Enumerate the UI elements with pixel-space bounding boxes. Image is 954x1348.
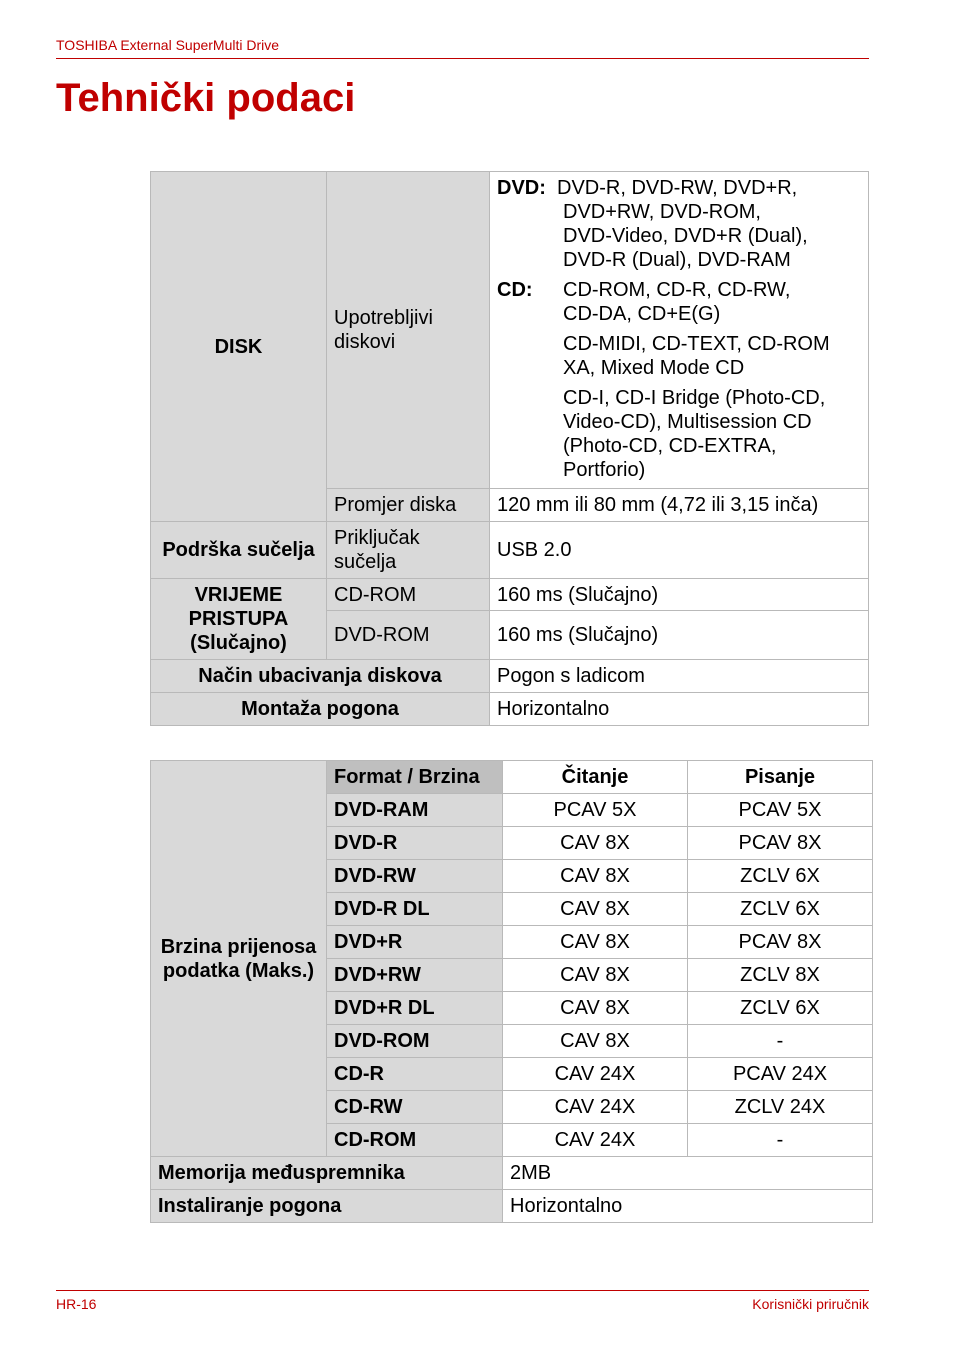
dvd-values: DVD-R, DVD-RW, DVD+R, DVD+RW, DVD-ROM, DVD-Video, DVD+R (Dual), DVD-R (Dual), DVD-RAM: [557, 177, 808, 271]
access-media-dvdrom: DVD-ROM: [327, 611, 490, 660]
diameter-value: 120 mm ili 80 mm (4,72 ili 3,15 inča): [490, 489, 869, 522]
dvd-formats: [497, 176, 861, 272]
diameter-label: Promjer diska: [327, 489, 490, 522]
speed-format: CD-RW: [327, 1091, 503, 1124]
speed-write: PCAV 5X: [688, 794, 873, 827]
dvd-label: DVD:: [497, 177, 546, 199]
connector-value: USB 2.0: [490, 522, 869, 579]
access-value-dvdrom: 160 ms (Slučajno): [490, 611, 869, 660]
speed-write: ZCLV 6X: [688, 860, 873, 893]
header-divider: [56, 58, 869, 59]
speed-read: CAV 8X: [503, 1025, 688, 1058]
install-value: Horizontalno: [503, 1190, 873, 1223]
page-title: Tehnički podaci: [56, 76, 356, 120]
speed-read: CAV 24X: [503, 1124, 688, 1157]
speed-format: CD-R: [327, 1058, 503, 1091]
interface-label: Podrška sučelja: [151, 522, 327, 579]
usable-discs-label: Upotrebljivi diskovi: [327, 172, 490, 489]
speed-write: ZCLV 6X: [688, 893, 873, 926]
speed-format: DVD+R: [327, 926, 503, 959]
header-write: Pisanje: [688, 761, 873, 794]
transfer-rate-label: Brzina prijenosa podatka (Maks.): [151, 761, 327, 1157]
footer-manual-title: Korisnički priručnik: [752, 1296, 869, 1312]
speed-read: CAV 24X: [503, 1058, 688, 1091]
speed-write: PCAV 8X: [688, 926, 873, 959]
speed-format: DVD-R DL: [327, 893, 503, 926]
speed-format: DVD-RW: [327, 860, 503, 893]
speed-write: PCAV 8X: [688, 827, 873, 860]
running-header: TOSHIBA External SuperMulti Drive: [56, 37, 280, 53]
speed-format: DVD-R: [327, 827, 503, 860]
speed-format: DVD+R DL: [327, 992, 503, 1025]
connector-label: Priključak sučelja: [327, 522, 490, 579]
loading-label: Način ubacivanja diskova: [151, 660, 490, 693]
speed-read: CAV 8X: [503, 926, 688, 959]
cd-group-3: CD-I, CD-I Bridge (Photo-CD, Video-CD), Multisession CD (Photo-CD, CD-EXTRA, Portforio): [563, 387, 826, 481]
specifications-table: [150, 171, 869, 726]
speed-write: ZCLV 6X: [688, 992, 873, 1025]
speed-format: CD-ROM: [327, 1124, 503, 1157]
access-value-cdrom: 160 ms (Slučajno): [490, 579, 869, 611]
speed-write: -: [688, 1124, 873, 1157]
cd-group-2: CD-MIDI, CD-TEXT, CD-ROM XA, Mixed Mode CD: [563, 333, 830, 379]
buffer-label: Memorija međuspremnika: [151, 1157, 503, 1190]
speed-read: CAV 8X: [503, 860, 688, 893]
header-read: Čitanje: [503, 761, 688, 794]
speed-read: CAV 24X: [503, 1091, 688, 1124]
buffer-value: 2MB: [503, 1157, 873, 1190]
speed-read: CAV 8X: [503, 893, 688, 926]
speed-format: DVD-RAM: [327, 794, 503, 827]
speed-read: CAV 8X: [503, 959, 688, 992]
speed-format: DVD+RW: [327, 959, 503, 992]
cd-group-1: CD-ROM, CD-R, CD-RW, CD-DA, CD+E(G): [563, 279, 791, 325]
access-media-cdrom: CD-ROM: [327, 579, 490, 611]
footer-divider: [56, 1290, 869, 1291]
cd-formats: [497, 278, 861, 482]
speed-write: -: [688, 1025, 873, 1058]
speed-write: ZCLV 8X: [688, 959, 873, 992]
usable-discs-value: [490, 172, 869, 489]
disk-label: DISK: [151, 172, 327, 522]
speed-write: ZCLV 24X: [688, 1091, 873, 1124]
transfer-speed-table: [150, 760, 873, 1223]
mounting-label: Montaža pogona: [151, 693, 490, 726]
install-label: Instaliranje pogona: [151, 1190, 503, 1223]
speed-read: CAV 8X: [503, 992, 688, 1025]
cd-label: CD:: [497, 279, 533, 301]
speed-format: DVD-ROM: [327, 1025, 503, 1058]
speed-read: PCAV 5X: [503, 794, 688, 827]
mounting-value: Horizontalno: [490, 693, 869, 726]
loading-value: Pogon s ladicom: [490, 660, 869, 693]
speed-write: PCAV 24X: [688, 1058, 873, 1091]
page-number: HR-16: [56, 1296, 97, 1312]
access-time-label: VRIJEME PRISTUPA (Slučajno): [151, 579, 327, 660]
speed-read: CAV 8X: [503, 827, 688, 860]
header-format: Format / Brzina: [327, 761, 503, 794]
